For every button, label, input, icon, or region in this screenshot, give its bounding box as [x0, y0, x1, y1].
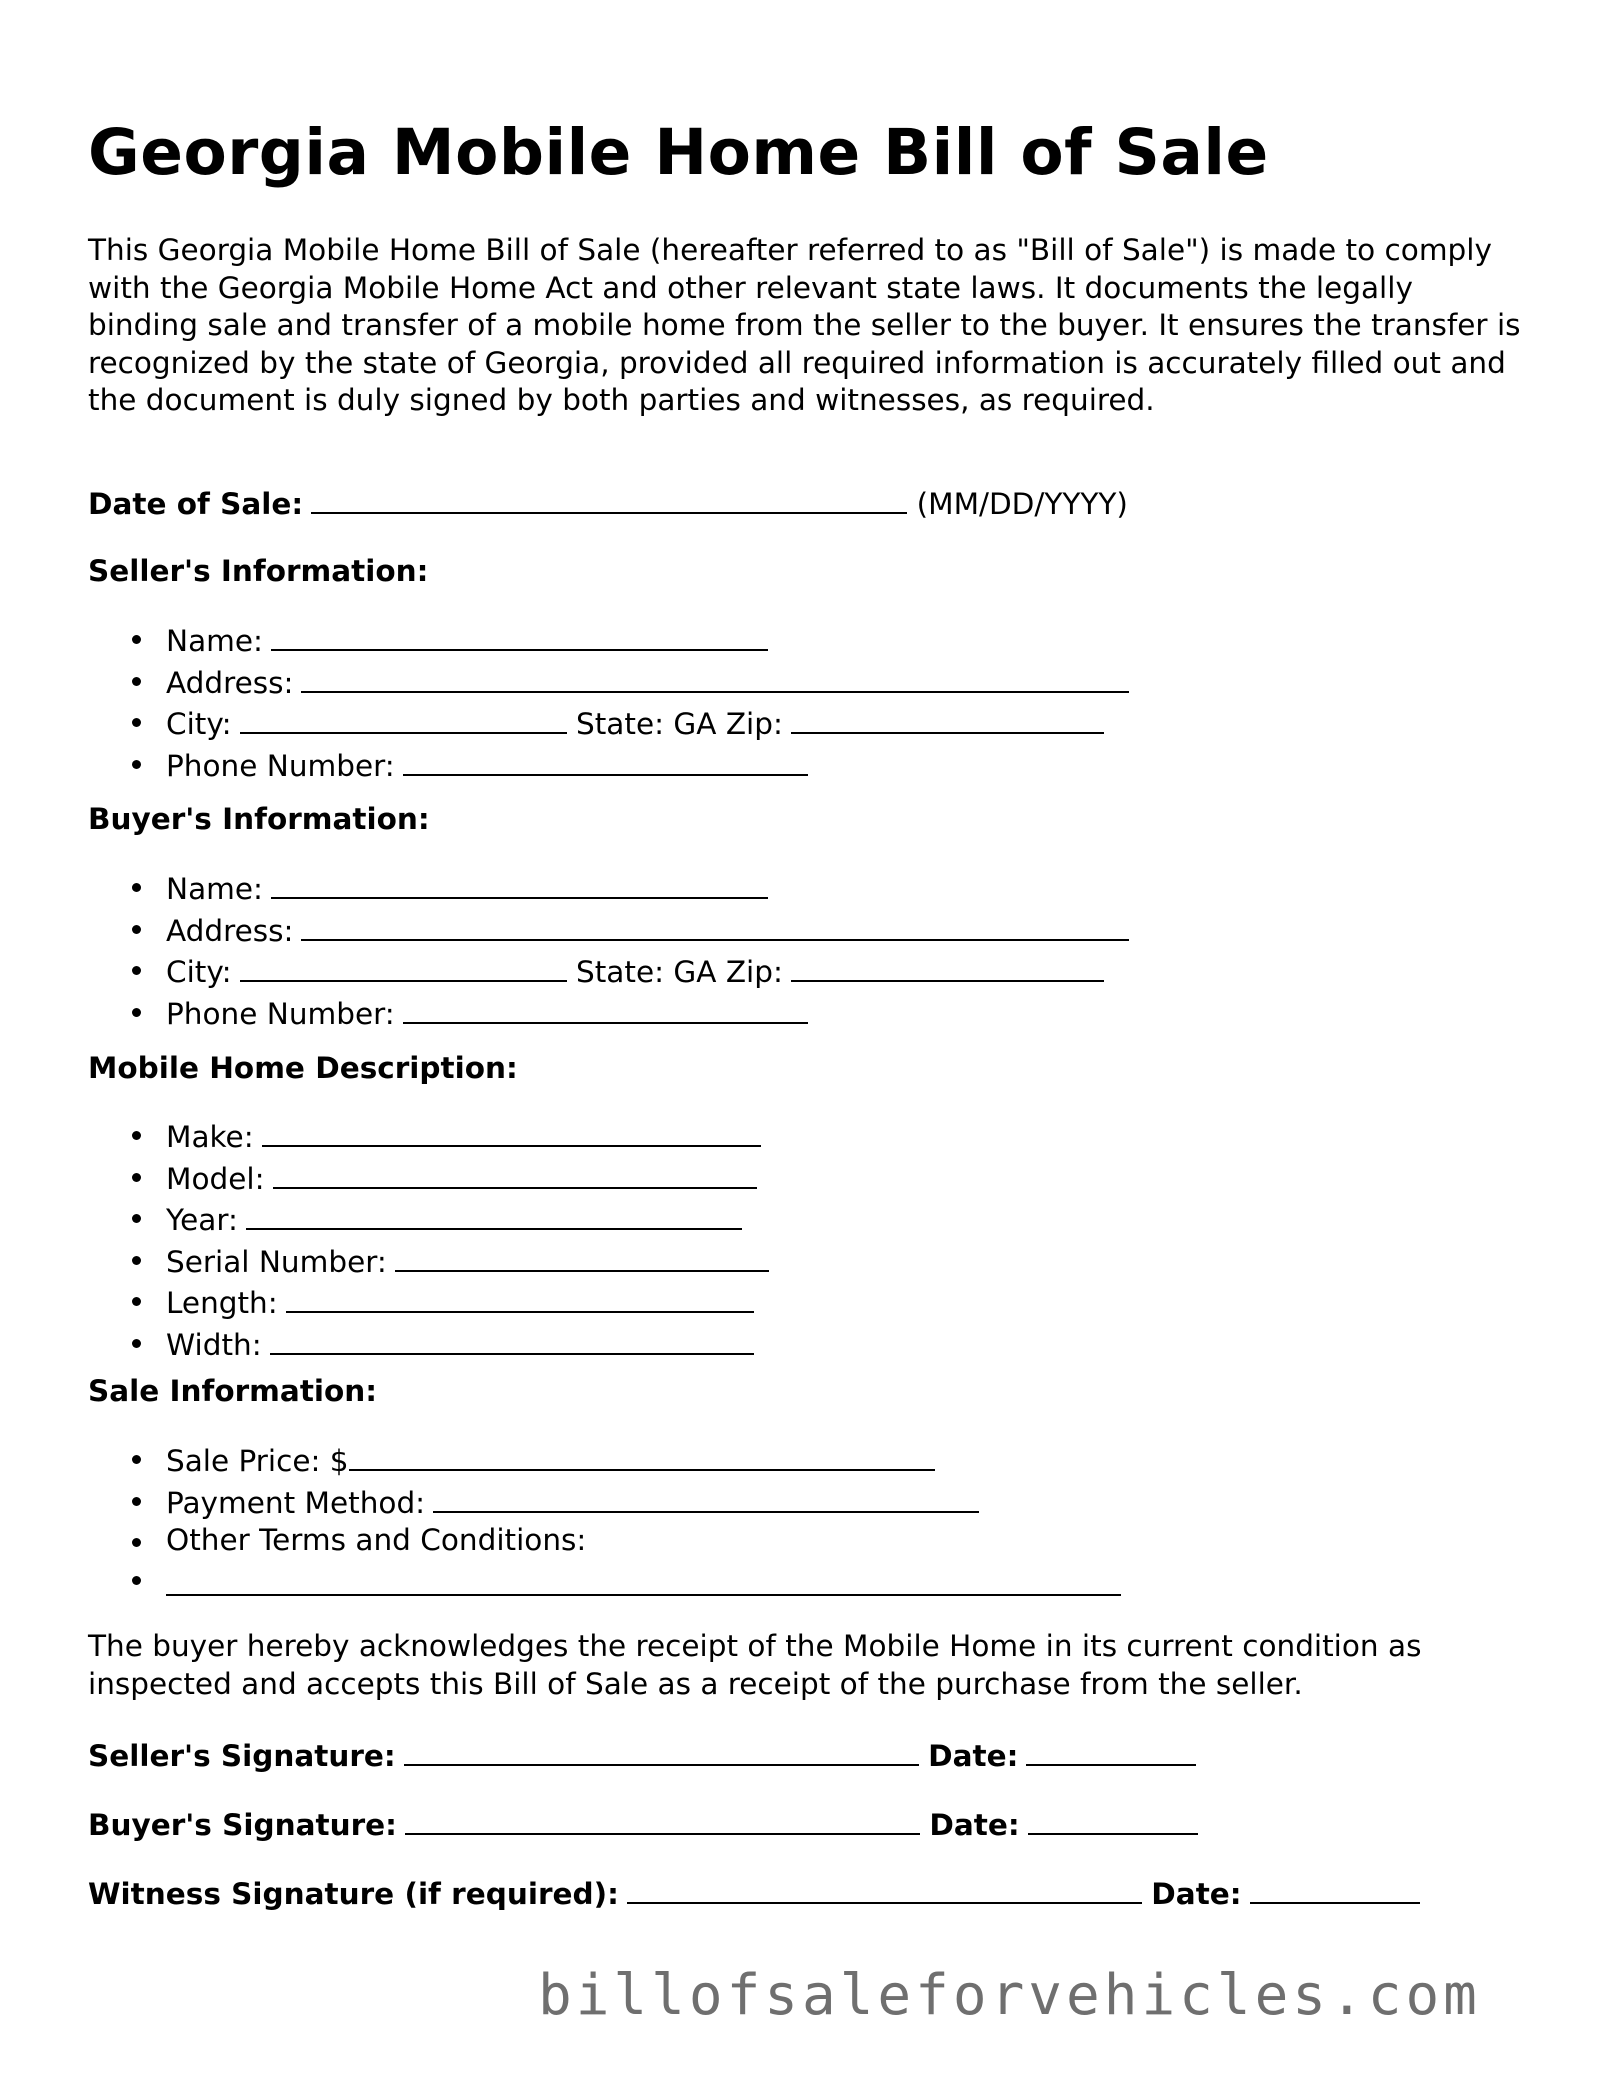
make-label: Make:: [166, 1120, 254, 1154]
witness-signature-label: Witness Signature (if required):: [88, 1877, 619, 1911]
witness-date-label: Date:: [1151, 1877, 1242, 1911]
seller-date-label: Date:: [928, 1739, 1019, 1773]
list-item: [88, 1560, 1121, 1606]
seller-address-label: Address:: [166, 665, 294, 700]
list-item: [88, 1198, 769, 1240]
year-field[interactable]: [246, 1198, 742, 1230]
witness-signature-field[interactable]: [627, 1872, 1142, 1904]
buyer-city-field[interactable]: [240, 950, 567, 982]
seller-name-field[interactable]: [271, 619, 768, 651]
length-field[interactable]: [286, 1281, 754, 1313]
list-item: [88, 1281, 769, 1323]
seller-state-zip-label: State: GA Zip:: [576, 707, 783, 742]
witness-date-field[interactable]: [1250, 1872, 1420, 1904]
other-terms-field[interactable]: [166, 1560, 1121, 1596]
list-item: [88, 992, 1129, 1034]
buyer-info-heading: Buyer's Information:: [88, 802, 430, 836]
sale-info-heading: Sale Information:: [88, 1374, 378, 1408]
list-item: [88, 950, 1129, 992]
sale-info-list: [88, 1439, 1121, 1605]
buyer-city-label: City:: [166, 955, 232, 990]
payment-method-field[interactable]: [433, 1481, 979, 1513]
list-item: [88, 1157, 769, 1199]
buyer-name-label: Name:: [166, 872, 263, 906]
serial-number-label: Serial Number:: [166, 1244, 387, 1279]
date-of-sale-row: [88, 482, 1128, 524]
buyer-signature-label: Buyer's Signature:: [88, 1808, 397, 1842]
mobile-home-heading: Mobile Home Description:: [88, 1051, 518, 1085]
seller-city-label: City:: [166, 707, 232, 742]
length-label: Length:: [166, 1286, 278, 1321]
sale-price-field[interactable]: [349, 1439, 935, 1471]
width-label: Width:: [166, 1327, 262, 1362]
list-item: [88, 1115, 769, 1157]
make-field[interactable]: [262, 1115, 761, 1147]
list-item: [88, 1240, 769, 1282]
list-item: [88, 1522, 1121, 1560]
buyer-date-label: Date:: [929, 1808, 1020, 1842]
serial-number-field[interactable]: [395, 1240, 769, 1272]
buyer-signature-row: [88, 1803, 1198, 1845]
closing-paragraph: The buyer hereby acknowledges the receipt of the Mobile Home in its current condition as inspected and accepts this Bill of Sale as a receipt of the purchase from the seller.: [88, 1629, 1422, 1701]
list-item: [88, 661, 1129, 703]
list-item: [88, 744, 1129, 786]
buyer-zip-field[interactable]: [791, 950, 1104, 982]
seller-name-label: Name:: [166, 624, 263, 658]
buyer-info-list: [88, 867, 1129, 1033]
model-label: Model:: [166, 1161, 265, 1196]
buyer-date-field[interactable]: [1028, 1803, 1198, 1835]
payment-method-label: Payment Method:: [166, 1485, 426, 1520]
watermark-text: billofsaleforvehicles.com: [538, 1963, 1481, 2028]
buyer-phone-label: Phone Number:: [166, 996, 395, 1031]
seller-info-list: [88, 619, 1129, 785]
sale-price-label: Sale Price: $: [166, 1444, 349, 1478]
buyer-signature-field[interactable]: [405, 1803, 920, 1835]
date-of-sale-field[interactable]: [311, 482, 907, 514]
seller-signature-row: [88, 1734, 1196, 1776]
buyer-name-field[interactable]: [271, 867, 768, 899]
seller-date-field[interactable]: [1026, 1734, 1196, 1766]
buyer-address-field[interactable]: [301, 909, 1129, 941]
witness-signature-row: [88, 1872, 1420, 1914]
buyer-phone-field[interactable]: [403, 992, 808, 1024]
list-item: [88, 909, 1129, 951]
seller-phone-field[interactable]: [403, 744, 808, 776]
seller-city-field[interactable]: [240, 702, 567, 734]
other-terms-label: Other Terms and Conditions:: [166, 1523, 587, 1558]
model-field[interactable]: [273, 1157, 757, 1189]
width-field[interactable]: [270, 1323, 754, 1355]
seller-phone-label: Phone Number:: [166, 748, 395, 783]
seller-info-heading: Seller's Information:: [88, 554, 429, 588]
list-item: [88, 619, 1129, 661]
list-item: [88, 867, 1129, 909]
year-label: Year:: [166, 1203, 238, 1238]
buyer-state-zip-label: State: GA Zip:: [576, 955, 783, 990]
date-format-hint: (MM/DD/YYYY): [916, 487, 1128, 521]
buyer-address-label: Address:: [166, 913, 294, 948]
seller-signature-label: Seller's Signature:: [88, 1739, 396, 1773]
list-item: [88, 1439, 1121, 1481]
list-item: [88, 1481, 1121, 1523]
date-of-sale-label: Date of Sale:: [88, 487, 304, 521]
document-title: Georgia Mobile Home Bill of Sale: [88, 116, 1269, 189]
list-item: [88, 1323, 769, 1365]
list-item: [88, 702, 1129, 744]
seller-address-field[interactable]: [301, 661, 1129, 693]
seller-signature-field[interactable]: [404, 1734, 919, 1766]
seller-zip-field[interactable]: [791, 702, 1104, 734]
intro-paragraph: This Georgia Mobile Home Bill of Sale (hereafter referred to as "Bill of Sale") is made to comply with the Georgia Mobile Home Act and other relevant state laws. It documents the legally binding sale and transfer of a mobile home from the seller to the buyer. It ensures the transfer is recognized by the state of Georgia, provided all required information is accurately filled out and the document is duly signed by both parties and witnesses, as required.: [88, 233, 1521, 417]
mobile-home-list: [88, 1115, 769, 1365]
